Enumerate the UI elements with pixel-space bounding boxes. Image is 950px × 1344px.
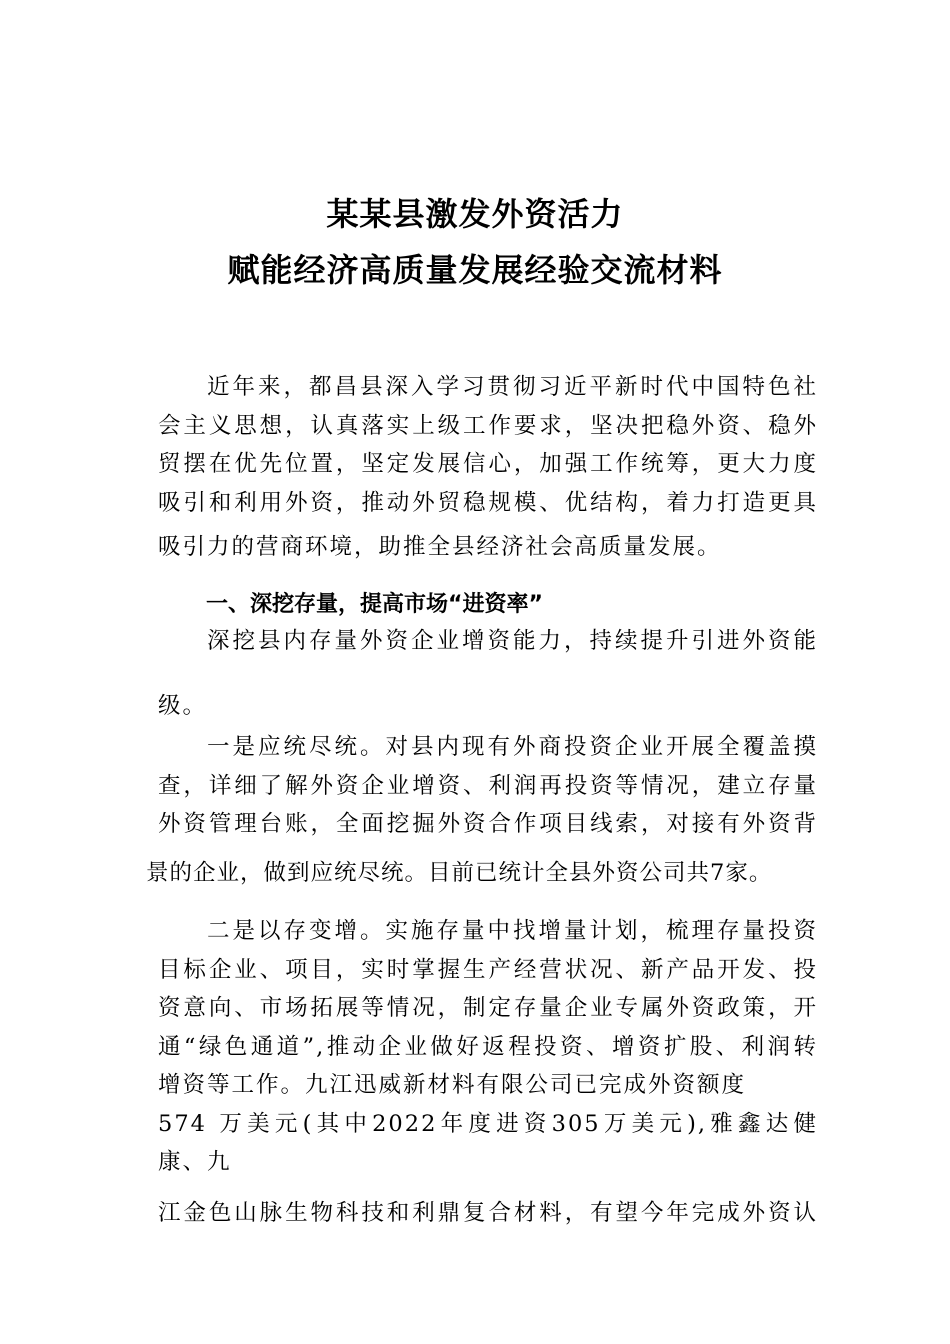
title-line-1: 某某县激发外资活力 bbox=[326, 195, 624, 233]
point-2-line-1: 二是以存变增。实施存量中找增量计划，梳理存量投资 bbox=[206, 918, 818, 944]
point-2-line-6: 574 万美元(其中2022年度进资305万美元),雅鑫达健 bbox=[158, 1110, 818, 1137]
point-2-paragraph bbox=[158, 912, 818, 1232]
section-1-lead-line-1: 深挖县内存量外资企业增资能力，持续提升引进外资能 bbox=[206, 628, 818, 654]
section-heading-1-text: 一、深挖存量，提高市场“进资率” bbox=[206, 592, 543, 617]
title-line-2: 赋能经济高质量发展经验交流材料 bbox=[227, 251, 723, 289]
point-2-line-5: 增资等工作。九江迅威新材料有限公司已完成外资额度 bbox=[158, 1072, 747, 1098]
point-1-line-2: 查，详细了解外资企业增资、利润再投资等情况，建立存量 bbox=[158, 772, 818, 799]
point-1-line-1: 一是应统尽统。对县内现有外商投资企业开展全覆盖摸 bbox=[206, 734, 818, 760]
intro-line-4: 吸引和利用外资，推动外贸稳规模、优结构，着力打造更具 bbox=[158, 489, 818, 516]
point-2-line-7: 康、九 bbox=[158, 1149, 232, 1175]
section-heading-1 bbox=[158, 586, 818, 624]
section-1-lead-paragraph bbox=[158, 622, 818, 725]
document-title bbox=[0, 186, 950, 298]
point-2-line-8: 江金色山脉生物科技和利鼎复合材料，有望今年完成外资认 bbox=[158, 1199, 818, 1226]
intro-line-2: 会主义思想，认真落实上级工作要求，坚决把稳外资、稳外 bbox=[158, 412, 818, 439]
point-2-line-2: 目标企业、项目，实时掌握生产经营状况、新产品开发、投 bbox=[158, 956, 818, 983]
intro-line-3: 贸摆在优先位置，坚定发展信心，加强工作统筹，更大力度 bbox=[158, 451, 818, 477]
point-1-paragraph bbox=[146, 728, 818, 892]
section-1-lead-line-2: 级。 bbox=[158, 692, 208, 719]
intro-paragraph bbox=[158, 368, 818, 567]
intro-line-5: 吸引力的营商环境，助推全县经济社会高质量发展。 bbox=[158, 534, 722, 560]
point-2-line-4: 通“绿色通道”,推动企业做好返程投资、增资扩股、利润转 bbox=[158, 1033, 818, 1060]
point-1-line-3: 外资管理台账，全面挖掘外资合作项目线索，对接有外资背 bbox=[158, 811, 818, 837]
point-1-line-4: 景的企业，做到应统尽统。目前已统计全县外资公司共7家。 bbox=[146, 859, 773, 886]
point-2-line-3: 资意向、市场拓展等情况，制定存量企业专属外资政策，开 bbox=[158, 995, 818, 1021]
intro-line-1: 近年来，都昌县深入学习贯彻习近平新时代中国特色社 bbox=[206, 374, 818, 400]
